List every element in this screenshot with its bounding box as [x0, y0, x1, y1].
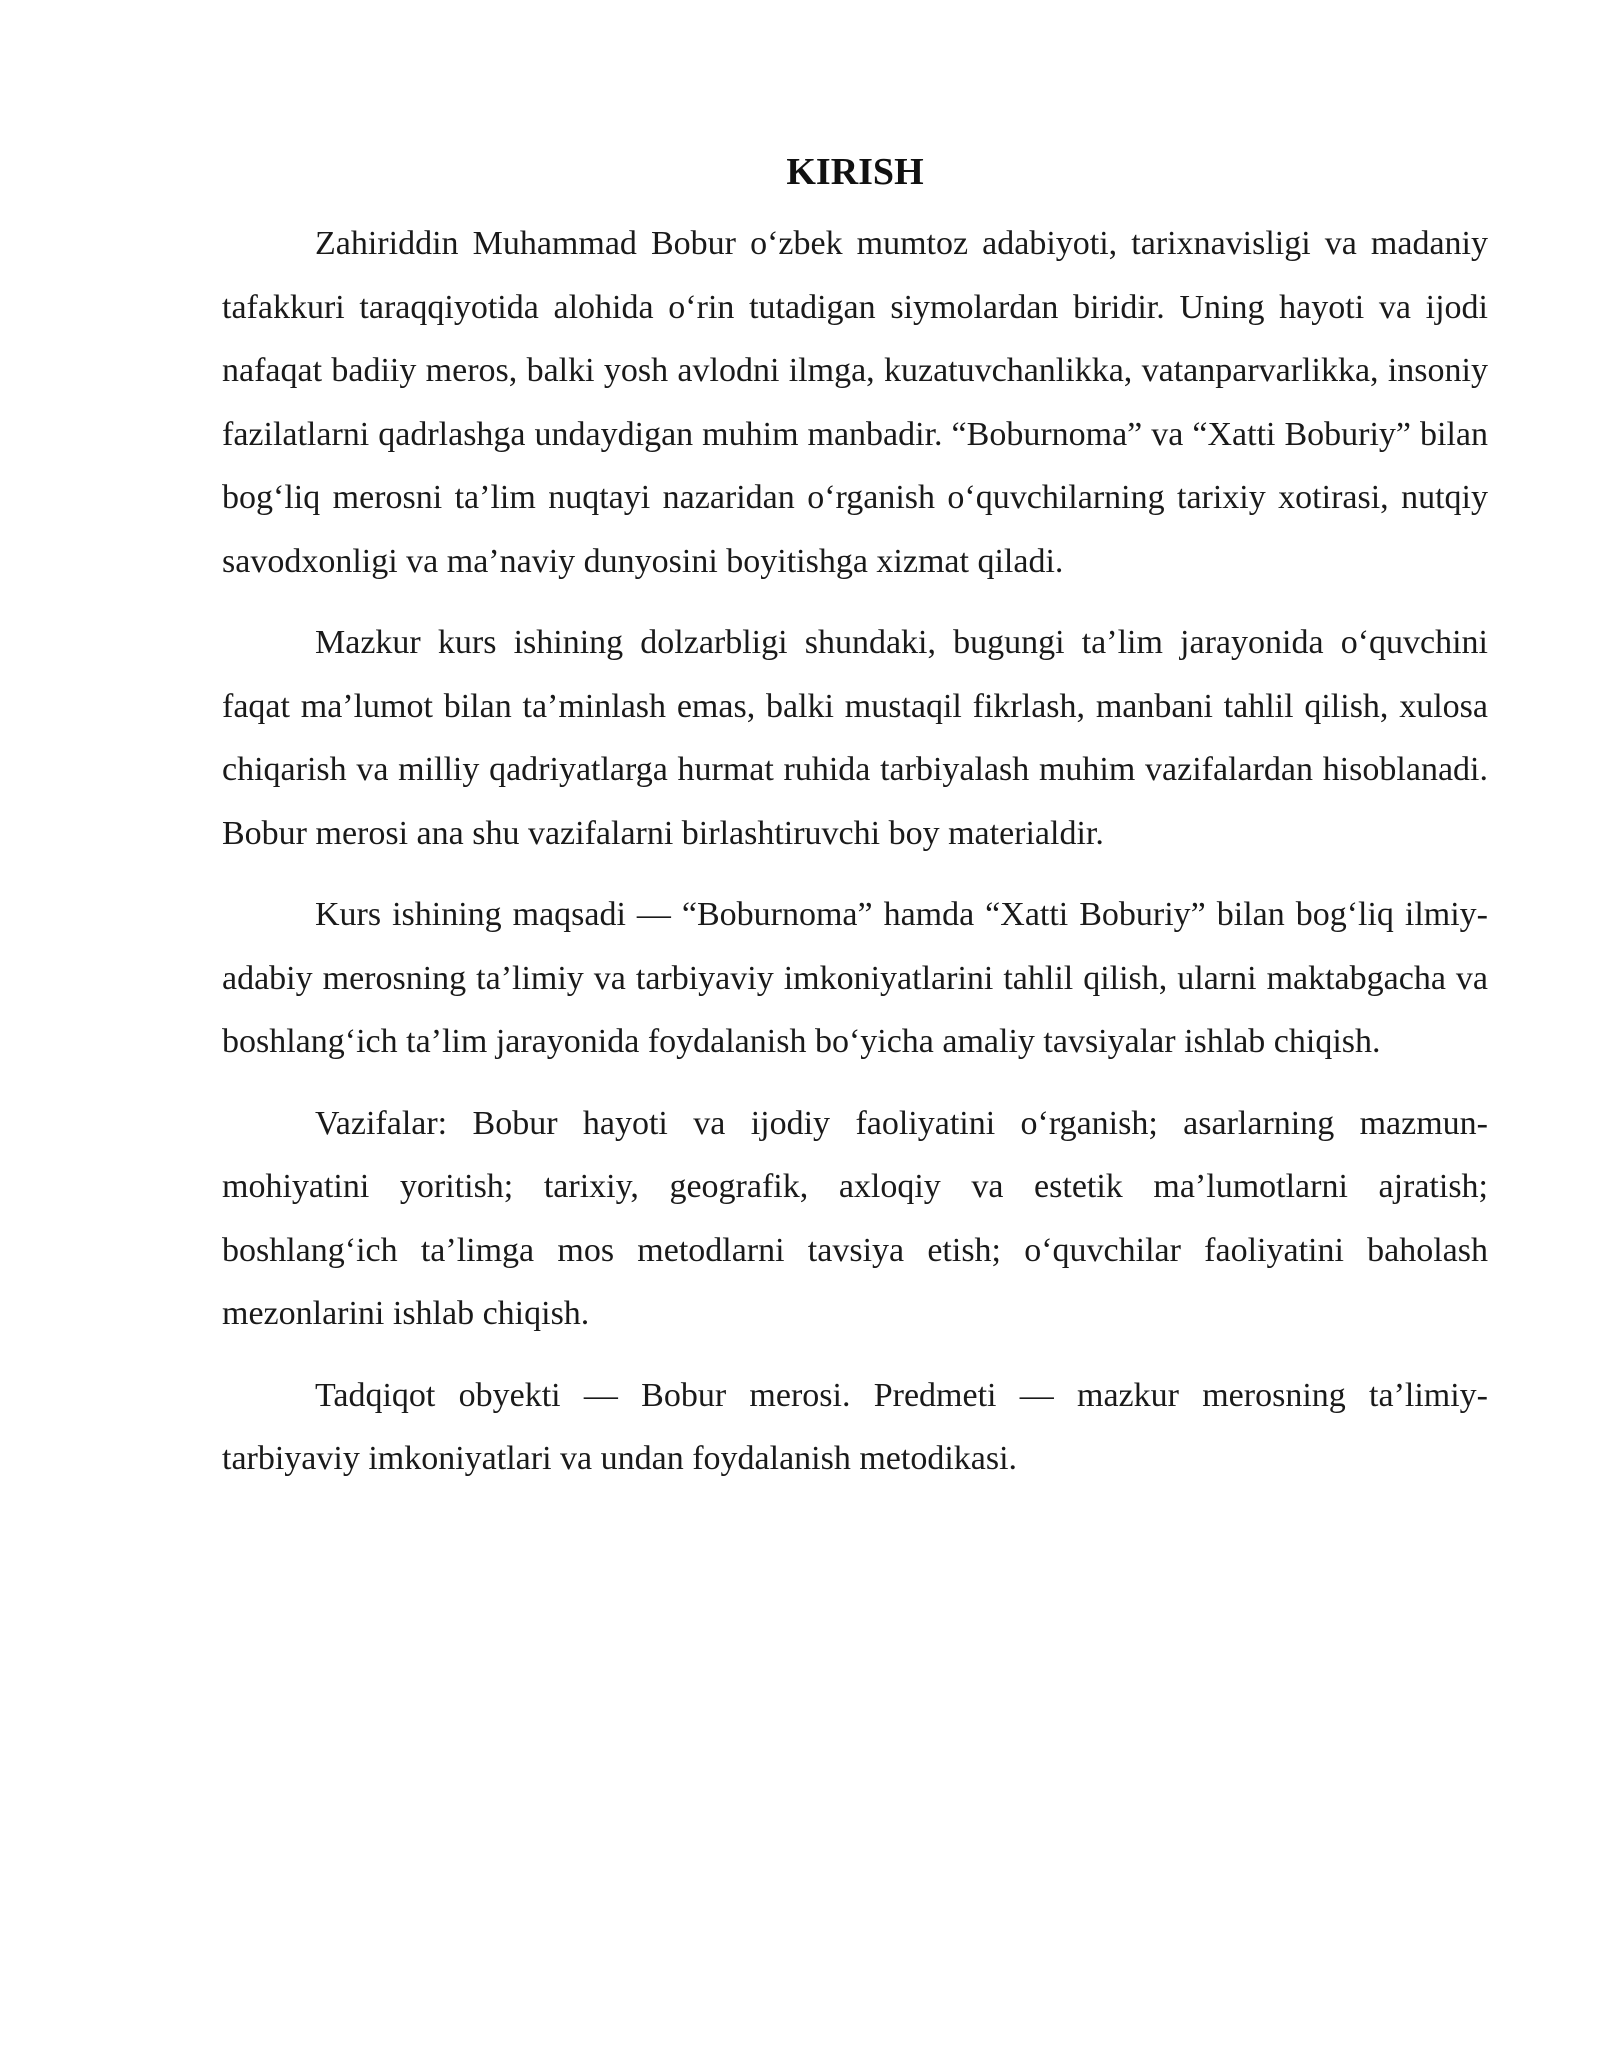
paragraph-goal: Kurs ishining maqsadi — “Boburnoma” hamda “Xatti Boburiy” bilan bog‘liq ilmiy-adabiy merosning ta’limiy va tarbiyaviy imkoniyatlarini tahlil qilish, ularni maktabgacha va boshlang‘ich ta’lim jarayonida foydalanish bo‘yicha amaliy tavsiyalar ishlab chiqish.: [222, 896, 1488, 1060]
paragraph-relevance: Mazkur kurs ishining dolzarbligi shundaki, bugungi ta’lim jarayonida o‘quvchini faqat ma’lumot bilan ta’minlash emas, balki mustaqil fikrlash, manbani tahlil qilish, xulosa chiqarish va milliy qadriyatlarga hurmat ruhida tarbiyalash muhim vazifalardan hisoblanadi. Bobur merosi ana shu vazifalarni birlashtiruvchi boy materialdir.: [222, 624, 1488, 852]
paragraph-intro: Zahiriddin Muhammad Bobur o‘zbek mumtoz adabiyoti, tarixnavisligi va madaniy tafakkuri taraqqiyotida alohida o‘rin tutadigan siymolardan biridir. Uning hayoti va ijodi nafaqat badiiy meros, balki yosh avlodni ilmga, kuzatuvchanlikka, vatanparvarlikka, insoniy fazilatlarni qadrlashga undaydigan muhim manbadir. “Boburnoma” va “Xatti Boburiy” bilan bog‘liq merosni ta’lim nuqtayi nazaridan o‘rganish o‘quvchilarning tarixiy xotirasi, nutqiy savodxonligi va ma’naviy dunyosini boyitishga xizmat qiladi.: [222, 225, 1488, 580]
document-body: [222, 142, 1488, 1509]
paragraph-tasks: Vazifalar: Bobur hayoti va ijodiy faoliyatini o‘rganish; asarlarning mazmun-mohiyatini yoritish; tarixiy, geografik, axloqiy va estetik ma’lumotlarni ajratish; boshlang‘ich ta’limga mos metodlarni tavsiya etish; o‘quvchilar faoliyatini baholash mezonlarini ishlab chiqish.: [222, 1104, 1488, 1332]
page-title: KIRISH: [786, 151, 924, 193]
paragraph-object: Tadqiqot obyekti — Bobur merosi. Predmeti — mazkur merosning ta’limiy-tarbiyaviy imkoniyatlari va undan foydalanish metodikasi.: [222, 1376, 1488, 1477]
